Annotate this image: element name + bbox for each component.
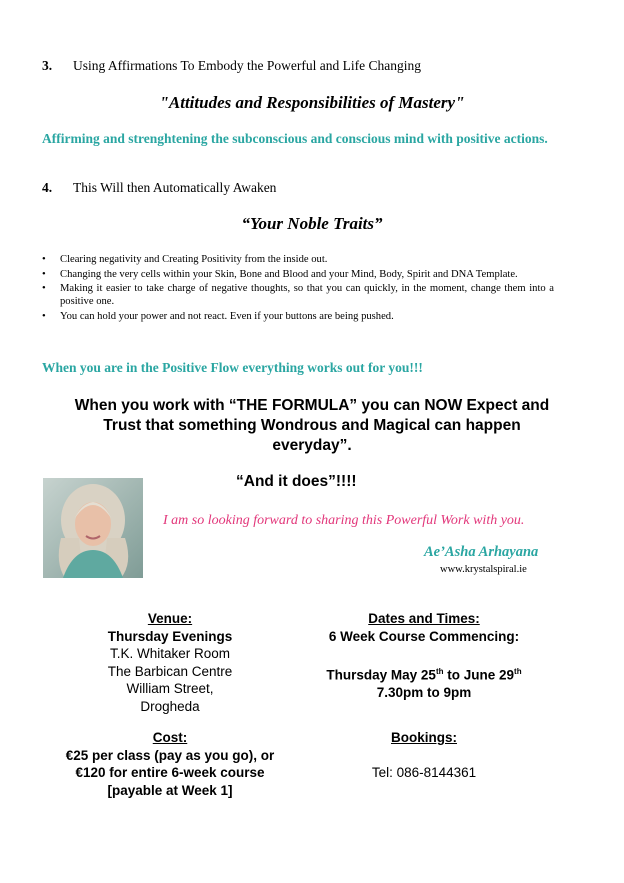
positive-flow-text: When you are in the Positive Flow everything works out for you!!! xyxy=(42,360,423,375)
venue-town: Drogheda xyxy=(140,698,200,714)
quote-noble-traits: “Your Noble Traits” xyxy=(241,214,383,233)
start-suffix: th xyxy=(435,666,444,676)
cost-block xyxy=(40,729,300,799)
date-range xyxy=(306,663,542,684)
traits-list xyxy=(42,253,554,324)
cost-heading: Cost: xyxy=(152,730,188,745)
to-text: to June 29 xyxy=(443,667,515,682)
venue-street: William Street, xyxy=(126,681,214,696)
course-text: 6 Week Course Commencing: xyxy=(328,628,520,644)
start-day: Thursday May 25 xyxy=(326,667,436,682)
venue-day: Thursday Evenings xyxy=(107,628,233,644)
portrait-image xyxy=(43,478,143,578)
section-number: 3. xyxy=(42,58,53,73)
and-it-does: “And it does”!!!! xyxy=(236,473,357,490)
formula-statement xyxy=(0,396,624,456)
bookings-heading: Bookings: xyxy=(391,730,457,745)
looking-forward-text: I am so looking forward to sharing this Powerful Work with you. xyxy=(163,513,525,528)
section-number: 4. xyxy=(42,180,53,195)
venue-block xyxy=(70,610,270,715)
section-3-heading xyxy=(42,58,421,74)
dates-block xyxy=(306,610,542,701)
venue-heading: Venue: xyxy=(147,611,193,626)
cost-line: [payable at Week 1] xyxy=(107,782,233,798)
venue-centre: The Barbican Centre xyxy=(107,663,233,679)
list-item: • Changing the very cells within your Skin, Bone and Blood and your Mind, Body, Spirit and DNA Template. xyxy=(42,268,554,281)
section-4-heading xyxy=(42,180,276,196)
section-text: Using Affirmations To Embody the Powerful and Life Changing xyxy=(73,58,422,73)
formula-line: everyday”. xyxy=(272,437,352,454)
portrait-photo xyxy=(43,478,143,578)
dates-heading: Dates and Times: xyxy=(368,611,480,626)
bookings-block xyxy=(306,729,542,782)
website-text: www.krystalspiral.ie xyxy=(440,564,527,575)
end-suffix: th xyxy=(514,666,522,676)
signature-name: Ae’Asha Arhayana xyxy=(424,544,539,560)
time-text: 7.30pm to 9pm xyxy=(376,684,472,700)
list-item: • Clearing negativity and Creating Positivity from the inside out. xyxy=(42,253,554,266)
formula-line: Trust that something Wondrous and Magical can happen xyxy=(103,417,521,434)
list-item: • You can hold your power and not react. Even if your buttons are being pushed. xyxy=(42,310,554,323)
venue-room: T.K. Whitaker Room xyxy=(109,646,231,661)
quote-mastery: "Attitudes and Responsibilities of Mastery" xyxy=(159,93,465,112)
list-item: • Making it easier to take charge of negative thoughts, so that you can quickly, in the moment, change them into a positive one. xyxy=(42,282,554,308)
cost-line: €25 per class (pay as you go), or xyxy=(65,747,275,763)
bookings-tel: Tel: 086-8144361 xyxy=(371,765,477,780)
formula-line: When you work with “THE FORMULA” you can NOW Expect and xyxy=(74,397,550,414)
cost-line: €120 for entire 6-week course xyxy=(75,765,265,780)
affirm-text: Affirming and strenghtening the subconscious and conscious mind with positive actions. xyxy=(42,131,548,146)
section-text: This Will then Automatically Awaken xyxy=(73,180,277,195)
